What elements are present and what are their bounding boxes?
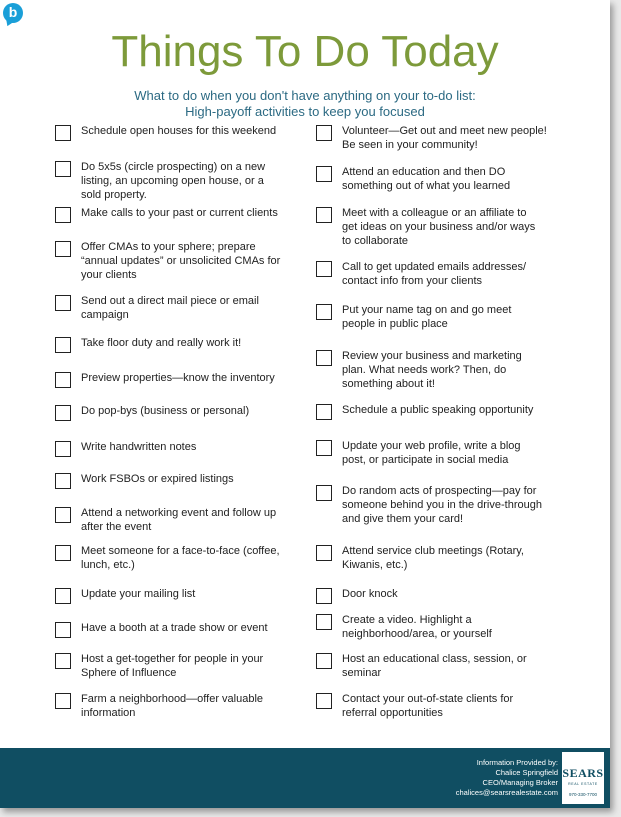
footer-info-label: Information Provided by: [476, 758, 558, 767]
subtitle-line-1: What to do when you don't have anything on your to-do list: [134, 88, 476, 103]
checkbox[interactable] [316, 166, 332, 182]
footer-email: chalices@searsrealestate.com [455, 788, 558, 797]
checkbox[interactable] [55, 588, 71, 604]
checkbox[interactable] [55, 241, 71, 257]
checkbox[interactable] [316, 485, 332, 501]
checkbox[interactable] [55, 473, 71, 489]
page-title: Things To Do Today [111, 27, 499, 76]
checklist-item-text: Make calls to your past or current clients [81, 207, 278, 219]
checkbox[interactable] [55, 653, 71, 669]
checklist-item-text: Call to get updated emails addresses/ contact info from your clients [342, 261, 527, 287]
checkbox[interactable] [316, 261, 332, 277]
checkbox[interactable] [55, 161, 71, 177]
checklist-item-text: Attend a networking event and follow up after the event [81, 507, 277, 533]
checkbox[interactable] [316, 207, 332, 223]
checkbox[interactable] [316, 693, 332, 709]
checklist-item-text: Create a video. Highlight a neighborhood/area, or yourself [342, 614, 492, 640]
checkbox[interactable] [55, 622, 71, 638]
checklist-item-text: Send out a direct mail piece or email campaign [81, 295, 259, 321]
checkbox[interactable] [55, 405, 71, 421]
checklist-item-text: Volunteer—Get out and meet new people! Be seen in your community! [342, 125, 547, 151]
checklist-item-text: Schedule a public speaking opportunity [342, 404, 534, 416]
checklist-item-text: Door knock [342, 588, 398, 600]
checkbox[interactable] [55, 693, 71, 709]
checklist-item-text: Meet someone for a face-to-face (coffee, lunch, etc.) [81, 545, 280, 571]
checkbox[interactable] [55, 295, 71, 311]
sears-logo [562, 752, 604, 804]
checkbox[interactable] [55, 441, 71, 457]
footer-role: CEO/Managing Broker [482, 778, 558, 787]
checklist-item-text: Schedule open houses for this weekend [81, 125, 277, 137]
checklist-item-text: Preview properties—know the inventory [81, 372, 275, 384]
page-subtitle [0, 88, 610, 120]
checklist-item-text: Attend an education and then DO something out of what you learned [342, 166, 511, 192]
checklist-item-text: Have a booth at a trade show or event [81, 622, 268, 634]
checkbox[interactable] [316, 304, 332, 320]
checklist-item-text: Work FSBOs or expired listings [81, 473, 234, 485]
checklist-item-text: Review your business and marketing plan. What needs work? Then, do something about it! [342, 350, 522, 390]
logo-mark: SEARS [562, 766, 604, 780]
checklist-item-text: Meet with a colleague or an affiliate to get ideas on your business and/or ways to collaborate [342, 207, 536, 247]
checklist-item-text: Farm a neighborhood—offer valuable information [81, 693, 264, 719]
checklist-item-text: Do random acts of prospecting—pay for someone behind you in the drive-through and give them your card! [342, 485, 542, 525]
checkbox[interactable] [316, 545, 332, 561]
checkbox[interactable] [316, 350, 332, 366]
checklist-item-text: Update your mailing list [81, 588, 196, 600]
subtitle-line-2: High-payoff activities to keep you focused [185, 104, 425, 119]
checklist-item-text: Update your web profile, write a blog post, or participate in social media [342, 440, 521, 466]
checklist-item-text: Do 5x5s (circle prospecting) on a new listing, an upcoming open house, or a sold property. [81, 161, 266, 201]
footer-info [456, 758, 558, 798]
checkbox[interactable] [316, 404, 332, 420]
checklist-item-text: Host an educational class, session, or seminar [342, 653, 527, 679]
checkbox[interactable] [55, 337, 71, 353]
checklist-item-text: Offer CMAs to your sphere; prepare “annual updates” or unsolicited CMAs for your clients [81, 241, 281, 281]
checkbox[interactable] [316, 588, 332, 604]
checkbox[interactable] [55, 125, 71, 141]
checklist-item-text: Host a get-together for people in your Sphere of Influence [81, 653, 264, 679]
checklist-item-text: Write handwritten notes [81, 441, 197, 453]
checklist-item-text: Attend service club meetings (Rotary, Kiwanis, etc.) [342, 545, 524, 571]
logo-phone: 970-330-7700 [568, 792, 598, 797]
footer-name: Chalice Springfield [495, 768, 558, 777]
checkbox[interactable] [55, 372, 71, 388]
footer-bar [0, 748, 610, 808]
checklist-item-text: Contact your out-of-state clients for referral opportunities [342, 693, 514, 719]
checkbox[interactable] [316, 440, 332, 456]
checkbox[interactable] [55, 545, 71, 561]
checkbox[interactable] [316, 653, 332, 669]
checklist-item-text: Do pop-bys (business or personal) [81, 405, 250, 417]
checkbox[interactable] [55, 507, 71, 523]
app-badge-icon[interactable]: b [3, 3, 23, 23]
checklist-item-text: Put your name tag on and go meet people in public place [342, 304, 512, 330]
logo-tagline: REAL ESTATE [568, 782, 598, 786]
checkbox[interactable] [316, 125, 332, 141]
checkbox[interactable] [316, 614, 332, 630]
checkbox[interactable] [55, 207, 71, 223]
checklist-item-text: Take floor duty and really work it! [81, 337, 242, 349]
